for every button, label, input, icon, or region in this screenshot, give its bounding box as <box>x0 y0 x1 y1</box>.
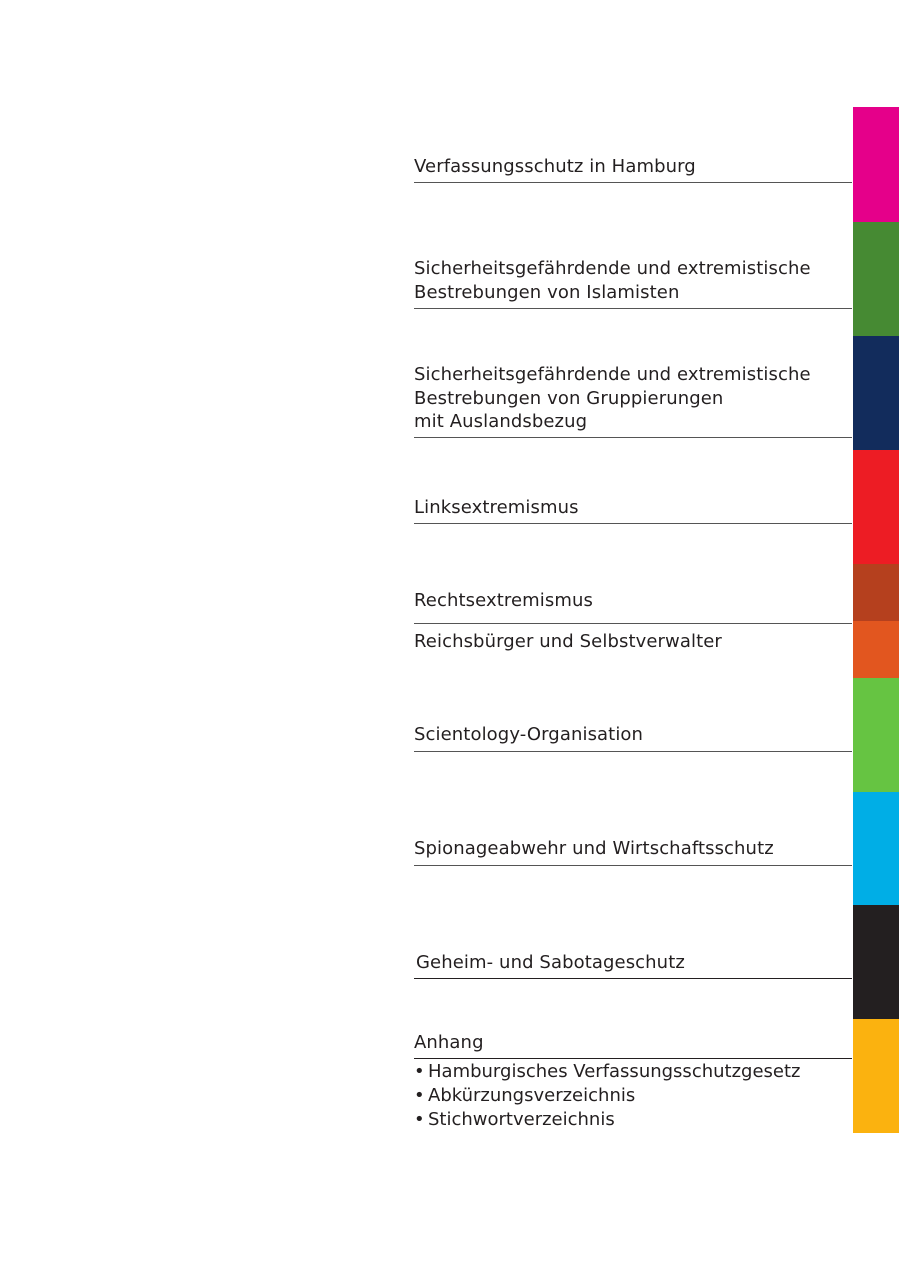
section-title-line: Bestrebungen von Gruppierungen <box>414 387 724 409</box>
section-title-line: Linksextremismus <box>414 497 579 518</box>
section-title-geheimschutz <box>416 951 854 975</box>
section-title-line: Geheim- und Sabotageschutz <box>416 952 685 973</box>
section-title-spionageabwehr <box>414 837 852 861</box>
list-item-label: Stichwortverzeichnis <box>428 1109 615 1130</box>
section-divider <box>414 865 852 866</box>
section-divider <box>414 437 852 438</box>
tab-geheimschutz <box>853 905 899 1019</box>
tab-islamisten <box>853 222 899 336</box>
anhang-list <box>414 1060 852 1132</box>
section-divider <box>414 182 852 183</box>
section-divider <box>414 978 852 979</box>
bullet: • <box>414 1061 425 1082</box>
section-title-line: Bestrebungen von Islamisten <box>414 281 680 303</box>
list-item-label: Abkürzungsverzeichnis <box>428 1085 636 1106</box>
list-item <box>414 1108 852 1132</box>
tab-rechtsextremismus <box>853 564 899 621</box>
bullet: • <box>414 1109 425 1130</box>
section-title-line: Rechtsextremismus <box>414 590 593 611</box>
tab-auslandsbezug <box>853 336 899 450</box>
section-divider <box>414 523 852 524</box>
section-title-rechtsextremismus <box>414 589 852 613</box>
list-item <box>414 1084 852 1108</box>
section-title-line: Scientology-Organisation <box>414 724 644 745</box>
section-title-anhang <box>414 1031 852 1055</box>
section-divider <box>414 1058 852 1059</box>
section-title-line: Spionageabwehr und Wirtschaftsschutz <box>414 838 774 859</box>
tab-scientology <box>853 678 899 792</box>
section-divider <box>414 308 852 309</box>
section-title-auslandsbezug <box>414 363 852 434</box>
section-title-verfassungsschutz <box>414 155 852 179</box>
section-title-reichsbuerger <box>414 630 852 654</box>
section-title-line: Sicherheitsgefährdende und extremistische <box>414 364 811 385</box>
section-title-line: Anhang <box>414 1032 484 1053</box>
section-divider <box>414 623 852 624</box>
tab-verfassungsschutz <box>853 107 899 222</box>
section-title-line: mit Auslandsbezug <box>414 411 588 432</box>
list-item-label: Hamburgisches Verfassungsschutzgesetz <box>428 1061 801 1082</box>
section-title-linksextremismus <box>414 496 852 520</box>
bullet: • <box>414 1085 425 1106</box>
section-title-scientology <box>414 723 852 747</box>
section-title-line: Reichsbürger und Selbstverwalter <box>414 631 722 652</box>
list-item <box>414 1060 852 1084</box>
section-title-line: Sicherheitsgefährdende und extremistische <box>414 258 811 279</box>
tab-anhang <box>853 1019 899 1133</box>
tab-linksextremismus <box>853 450 899 564</box>
section-title-islamisten <box>414 257 852 304</box>
tab-spionageabwehr <box>853 792 899 905</box>
section-divider <box>414 751 852 752</box>
section-title-line: Verfassungsschutz in Hamburg <box>414 156 696 177</box>
tab-reichsbuerger <box>853 621 899 678</box>
